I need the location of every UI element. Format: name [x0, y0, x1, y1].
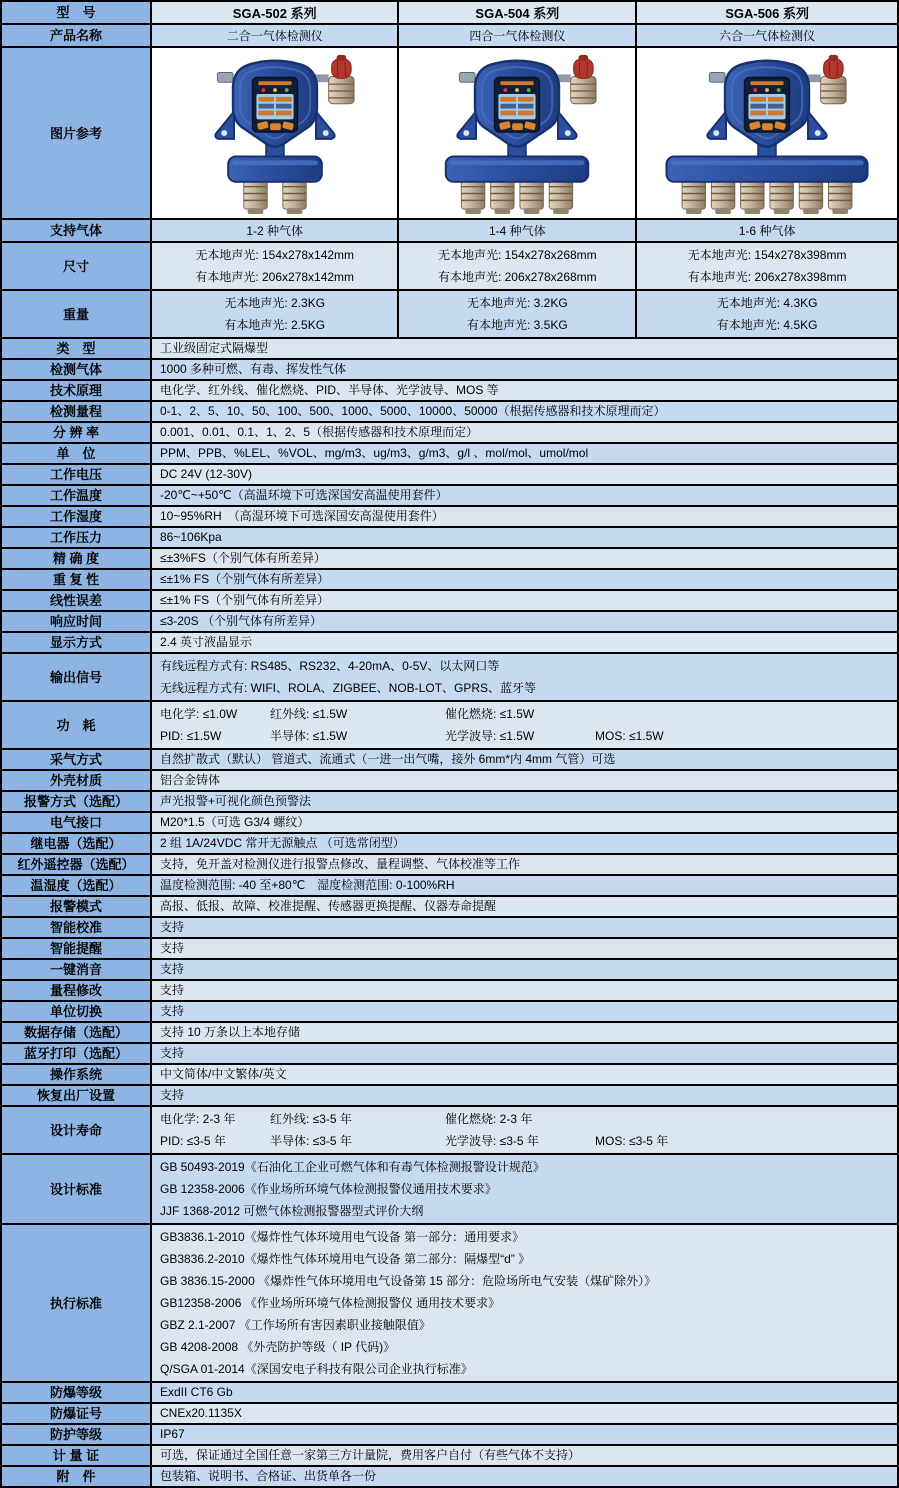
row-values — [152, 771, 897, 790]
row-values — [152, 813, 897, 832]
table-row — [2, 853, 897, 874]
value-line: GB 3836.15-2000 《爆炸性气体环境用电气设备第 15 部分：危险场所电气安装（煤矿除外）》 — [160, 1274, 657, 1288]
table-row — [2, 700, 897, 748]
value-line: GBZ 2.1-2007 《工作场所有害因素职业接触限值》 — [160, 1318, 431, 1332]
row-label: 产品名称 — [2, 25, 152, 46]
value-segment: 催化燃烧: 2-3 年 — [445, 1112, 533, 1126]
value-cell: CNEx20.1135X — [160, 1406, 242, 1420]
row-label: 报警模式 — [2, 897, 152, 916]
value-line — [160, 1108, 889, 1130]
value-segment — [595, 703, 889, 725]
table-row — [2, 442, 897, 463]
value-cell — [152, 702, 897, 748]
row-label: 防爆证号 — [2, 1404, 152, 1423]
value-cell — [152, 291, 399, 337]
row-label: 防护等级 — [2, 1425, 152, 1444]
row-values — [152, 48, 897, 218]
row-label: 显示方式 — [2, 633, 152, 652]
value-line — [160, 725, 889, 747]
row-values — [152, 1023, 897, 1042]
table-row — [2, 916, 897, 937]
row-label: 重 复 性 — [2, 570, 152, 589]
table-row — [2, 811, 897, 832]
value-cell: 温度检测范围: -40 至+80℃ 湿度检测范围: 0-100%RH — [160, 878, 455, 892]
row-label: 红外遥控器（选配） — [2, 855, 152, 874]
row-values — [152, 1155, 897, 1223]
row-values — [152, 291, 897, 337]
beacon-base — [571, 76, 596, 103]
row-label: 图片参考 — [2, 48, 152, 218]
row-label: 检测气体 — [2, 360, 152, 379]
row-values — [152, 654, 897, 700]
table-row — [2, 547, 897, 568]
table-row — [2, 1402, 897, 1423]
table-row — [2, 1223, 897, 1381]
value-line — [160, 703, 889, 725]
table-row — [2, 337, 897, 358]
value-cell — [152, 654, 897, 700]
table-row — [2, 1444, 897, 1465]
row-label: 蓝牙打印（选配） — [2, 1044, 152, 1063]
row-label: 附 件 — [2, 1467, 152, 1486]
value-line — [160, 1130, 889, 1152]
value-cell: 1-4 种气体 — [399, 220, 637, 241]
table-row — [2, 1042, 897, 1063]
cable-gland — [460, 72, 476, 82]
value-cell: 支持，免开盖对检测仪进行报警点修改、量程调整、气体校准等工作 — [160, 857, 521, 871]
value-cell — [637, 291, 897, 337]
value-cell — [399, 291, 637, 337]
value-cell: 支持 10 万条以上本地存储 — [160, 1025, 301, 1039]
row-label: 线性误差 — [2, 591, 152, 610]
value-line: GB3836.1-2010《爆炸性气体环境用电气设备 第一部分：通用要求》 — [160, 1230, 525, 1244]
value-segment: PID: ≤3-5 年 — [160, 1134, 226, 1148]
value-cell: 电化学、红外线、催化燃烧、PID、半导体、光学波导、MOS 等 — [160, 383, 499, 397]
detector-sga-502 — [152, 48, 399, 218]
value-cell — [637, 243, 897, 289]
row-values — [152, 981, 897, 1000]
row-label: 智能提醒 — [2, 939, 152, 958]
row-values — [152, 918, 897, 937]
value-segment: 催化燃烧: ≤1.5W — [445, 707, 535, 721]
row-values — [152, 1425, 897, 1444]
value-segment: 光学波导: ≤3-5 年 — [445, 1134, 539, 1148]
row-values — [152, 1107, 897, 1153]
value-segment: 红外线: ≤3-5 年 — [270, 1112, 352, 1126]
row-label: 报警方式（选配） — [2, 792, 152, 811]
value-line: 无本地声光: 4.3KG — [716, 296, 818, 310]
value-cell: 可选，保证通过全国任意一家第三方计量院，费用客户自付（有些气体不支持） — [160, 1448, 581, 1462]
value-line: GB 4208-2008 《外壳防护等级（ IP 代码)》 — [160, 1340, 396, 1354]
value-segment: 红外线: ≤1.5W — [270, 707, 348, 721]
row-values — [152, 444, 897, 463]
table-row — [2, 400, 897, 421]
beacon-red-dome — [824, 59, 844, 79]
row-values — [152, 339, 897, 358]
row-label: 检测量程 — [2, 402, 152, 421]
table-row — [2, 358, 897, 379]
value-cell — [152, 243, 399, 289]
table-row — [2, 610, 897, 631]
row-label: 计 量 证 — [2, 1446, 152, 1465]
value-line: 无本地声光: 154x278x268mm — [437, 248, 597, 262]
table-row — [2, 568, 897, 589]
value-cell: 工业级固定式隔爆型 — [160, 341, 269, 355]
row-label: 尺寸 — [2, 243, 152, 289]
cable-gland — [217, 72, 233, 82]
row-label: 一键消音 — [2, 960, 152, 979]
value-cell: 自然扩散式（默认） 管道式、流通式（一进一出气嘴，接外 6mm*内 4mm 气管）可选 — [160, 752, 616, 766]
row-values — [152, 220, 897, 241]
row-values — [152, 2, 897, 23]
value-cell: 支持 — [160, 920, 185, 934]
row-values — [152, 570, 897, 589]
row-values — [152, 960, 897, 979]
value-cell: SGA-506 系列 — [725, 6, 810, 21]
value-segment: 半导体: ≤3-5 年 — [270, 1134, 352, 1148]
value-line: 无本地声光: 3.2KG — [466, 296, 568, 310]
row-values — [152, 1446, 897, 1465]
row-values — [152, 633, 897, 652]
value-cell: DC 24V (12-30V) — [160, 467, 253, 481]
row-values — [152, 897, 897, 916]
row-label: 技术原理 — [2, 381, 152, 400]
row-values — [152, 243, 897, 289]
table-row — [2, 1153, 897, 1223]
value-line: 有本地声光: 2.5KG — [224, 318, 326, 332]
value-line: JJF 1368-2012 可燃气体检测报警器型式评价大纲 — [160, 1204, 424, 1218]
table-row — [2, 46, 897, 218]
value-cell: 支持 — [160, 1088, 185, 1102]
value-cell: SGA-504 系列 — [399, 2, 637, 23]
table-row — [2, 484, 897, 505]
row-label: 防爆等级 — [2, 1383, 152, 1402]
table-row — [2, 218, 897, 241]
row-values — [152, 423, 897, 442]
table-row — [2, 1000, 897, 1021]
table-row — [2, 979, 897, 1000]
value-cell: 1000 多种可燃、有毒、挥发性气体 — [160, 362, 347, 376]
table-row — [2, 589, 897, 610]
value-cell: 0.001、0.01、0.1、1、2、5（根据传感器和技术原理而定） — [160, 425, 479, 439]
value-line: 有本地声光: 4.5KG — [716, 318, 818, 332]
table-row — [2, 1381, 897, 1402]
value-segment: 光学波导: ≤1.5W — [445, 729, 535, 743]
row-label: 工作电压 — [2, 465, 152, 484]
row-label: 数据存储（选配） — [2, 1023, 152, 1042]
row-label: 分 辨 率 — [2, 423, 152, 442]
table-row — [2, 769, 897, 790]
row-values — [152, 1404, 897, 1423]
beacon-base — [328, 76, 353, 103]
value-cell: ≤3-20S （个别气体有所差异） — [160, 614, 322, 628]
value-line: 无本地声光: 154x278x398mm — [687, 248, 847, 262]
value-line: 无本地声光: 154x278x142mm — [195, 248, 355, 262]
value-segment: PID: ≤1.5W — [160, 729, 222, 743]
value-segment: 电化学: ≤1.0W — [160, 707, 238, 721]
value-cell — [152, 1155, 897, 1223]
row-label: 精 确 度 — [2, 549, 152, 568]
value-cell: ≤±1% FS（个别气体有所差异） — [160, 593, 330, 607]
table-row — [2, 1105, 897, 1153]
value-cell: IP67 — [160, 1427, 185, 1441]
value-cell — [152, 1107, 897, 1153]
row-label: 温湿度（选配） — [2, 876, 152, 895]
row-label: 工作压力 — [2, 528, 152, 547]
table-row — [2, 895, 897, 916]
value-cell: 1-2 种气体 — [152, 220, 399, 241]
row-label: 工作湿度 — [2, 507, 152, 526]
value-cell: 中文简体/中文繁体/英文 — [160, 1067, 287, 1081]
value-cell: 铝合金铸体 — [160, 773, 221, 787]
value-segment: MOS: ≤3-5 年 — [595, 1134, 669, 1148]
row-values — [152, 855, 897, 874]
row-label: 执行标准 — [2, 1225, 152, 1381]
value-cell: 支持 — [160, 962, 185, 976]
row-label: 单 位 — [2, 444, 152, 463]
beacon-red-dome — [331, 59, 351, 79]
value-line: 有本地声光: 206x278x268mm — [437, 270, 597, 284]
row-values — [152, 702, 897, 748]
row-values — [152, 792, 897, 811]
value-cell: 10~95%RH （高湿环境下可选深国安高湿使用套件） — [160, 509, 444, 523]
row-values — [152, 834, 897, 853]
value-cell: ExdII CT6 Gb — [160, 1385, 233, 1399]
row-label: 采气方式 — [2, 750, 152, 769]
sensor-manifold — [666, 156, 867, 181]
value-cell: 86~106Kpa — [160, 530, 222, 544]
value-cell — [152, 1225, 897, 1381]
value-line: GB3836.2-2010《爆炸性气体环境用电气设备 第二部分：隔爆型“d” 》 — [160, 1252, 531, 1266]
value-cell: 支持 — [160, 941, 185, 955]
table-row — [2, 23, 897, 46]
value-line: 有本地声光: 3.5KG — [466, 318, 568, 332]
row-label: 响应时间 — [2, 612, 152, 631]
table-row — [2, 1465, 897, 1486]
row-values — [152, 939, 897, 958]
table-row — [2, 289, 897, 337]
detector-sga-506 — [637, 48, 897, 218]
table-row — [2, 1063, 897, 1084]
row-label: 重量 — [2, 291, 152, 337]
value-cell: M20*1.5（可选 G3/4 螺纹） — [160, 815, 310, 829]
row-values — [152, 1383, 897, 1402]
row-values — [152, 1086, 897, 1105]
table-row — [2, 937, 897, 958]
value-cell: 四合一气体检测仪 — [399, 25, 637, 46]
value-cell: 包装箱、说明书、合格证、出货单各一份 — [160, 1469, 377, 1483]
value-cell: 声光报警+可视化颜色预警法 — [160, 794, 312, 808]
sensor-manifold — [228, 156, 322, 181]
row-values — [152, 486, 897, 505]
value-cell: ≤±3%FS（个别气体有所差异） — [160, 551, 326, 565]
row-label: 工作温度 — [2, 486, 152, 505]
gas-detector-illustration — [401, 51, 633, 215]
value-segment — [595, 1108, 889, 1130]
detector-sga-504 — [399, 48, 637, 218]
value-cell: 0-1、2、5、10、50、100、500、1000、5000、10000、50000（根据传感器和技术原理而定） — [160, 404, 666, 418]
value-cell — [399, 243, 637, 289]
row-label: 功 耗 — [2, 702, 152, 748]
table-row — [2, 526, 897, 547]
row-values — [152, 1002, 897, 1021]
row-values — [152, 591, 897, 610]
row-values — [152, 1044, 897, 1063]
table-row — [2, 421, 897, 442]
value-segment: 半导体: ≤1.5W — [270, 729, 348, 743]
row-values — [152, 549, 897, 568]
table-row — [2, 874, 897, 895]
table-row — [2, 505, 897, 526]
row-label: 操作系统 — [2, 1065, 152, 1084]
table-row — [2, 1021, 897, 1042]
row-values — [152, 876, 897, 895]
table-row — [2, 631, 897, 652]
value-cell: 六合一气体检测仪 — [719, 29, 816, 43]
row-values — [152, 1065, 897, 1084]
table-row — [2, 832, 897, 853]
value-line: 有本地声光: 206x278x142mm — [195, 270, 355, 284]
sensor-manifold — [446, 156, 589, 181]
table-row — [2, 1084, 897, 1105]
value-line: 有线远程方式有: RS485、RS232、4-20mA、0-5V、以太网口等 — [160, 659, 500, 673]
row-label: 输出信号 — [2, 654, 152, 700]
value-cell: 支持 — [160, 1046, 185, 1060]
beacon-red-dome — [574, 59, 594, 79]
row-label: 外壳材质 — [2, 771, 152, 790]
value-line: GB 12358-2006《作业场所环境气体检测报警仪通用技术要求》 — [160, 1182, 497, 1196]
row-label: 设计标准 — [2, 1155, 152, 1223]
table-row — [2, 958, 897, 979]
value-line: GB12358-2006 《作业场所环境气体检测报警仪 通用技术要求》 — [160, 1296, 501, 1310]
row-values — [152, 381, 897, 400]
row-values — [152, 507, 897, 526]
table-row — [2, 241, 897, 289]
value-cell: 高报、低报、故障、校准提醒、传感器更换提醒、仪器寿命提醒 — [160, 899, 497, 913]
value-line: 无线远程方式有: WIFI、ROLA、ZIGBEE、NOB-LOT、GPRS、蓝牙等 — [160, 681, 537, 695]
table-row — [2, 790, 897, 811]
value-cell: 二合一气体检测仪 — [152, 25, 399, 46]
table-row — [2, 463, 897, 484]
value-cell: SGA-502 系列 — [152, 2, 399, 23]
row-values — [152, 612, 897, 631]
value-line: 有本地声光: 206x278x398mm — [687, 270, 847, 284]
table-row — [2, 379, 897, 400]
table-row — [2, 2, 897, 23]
row-values — [152, 360, 897, 379]
row-label: 继电器（选配） — [2, 834, 152, 853]
table-row — [2, 748, 897, 769]
value-cell: PPM、PPB、%LEL、%VOL、mg/m3、ug/m3、g/m3、g/l 、mol/mol、umol/mol — [160, 446, 589, 460]
value-line: Q/SGA 01-2014《深国安电子科技有限公司企业执行标准》 — [160, 1362, 473, 1376]
cable-gland — [709, 72, 725, 82]
row-values — [152, 25, 897, 46]
row-values — [152, 528, 897, 547]
row-label: 类 型 — [2, 339, 152, 358]
value-cell: 支持 — [160, 983, 185, 997]
row-values — [152, 1225, 897, 1381]
beacon-base — [821, 76, 846, 103]
value-cell: 2 组 1A/24VDC 常开无源触点 （可选常闭型） — [160, 836, 405, 850]
value-cell: 2.4 英寸液晶显示 — [160, 635, 253, 649]
value-segment: 电化学: 2-3 年 — [160, 1112, 236, 1126]
row-values — [152, 465, 897, 484]
row-values — [152, 402, 897, 421]
gas-detector-illustration — [651, 51, 883, 215]
value-cell: 支持 — [160, 1004, 185, 1018]
row-label: 恢复出厂设置 — [2, 1086, 152, 1105]
row-label: 型 号 — [2, 2, 152, 23]
row-values — [152, 750, 897, 769]
value-line: GB 50493-2019《石油化工企业可燃气体和有毒气体检测报警设计规范》 — [160, 1160, 545, 1174]
value-cell: -20℃~+50℃（高温环境下可选深国安高温使用套件） — [160, 488, 448, 502]
row-label: 电气接口 — [2, 813, 152, 832]
row-values — [152, 1467, 897, 1486]
row-label: 设计寿命 — [2, 1107, 152, 1153]
gas-detector-illustration — [159, 51, 391, 215]
row-label: 支持气体 — [2, 220, 152, 241]
value-line: 无本地声光: 2.3KG — [224, 296, 326, 310]
value-cell: 1-6 种气体 — [738, 224, 796, 238]
row-label: 智能校准 — [2, 918, 152, 937]
row-label: 单位切换 — [2, 1002, 152, 1021]
value-cell: ≤±1% FS（个别气体有所差异） — [160, 572, 330, 586]
row-label: 量程修改 — [2, 981, 152, 1000]
table-row — [2, 1423, 897, 1444]
table-row — [2, 652, 897, 700]
value-segment: MOS: ≤1.5W — [595, 729, 664, 743]
